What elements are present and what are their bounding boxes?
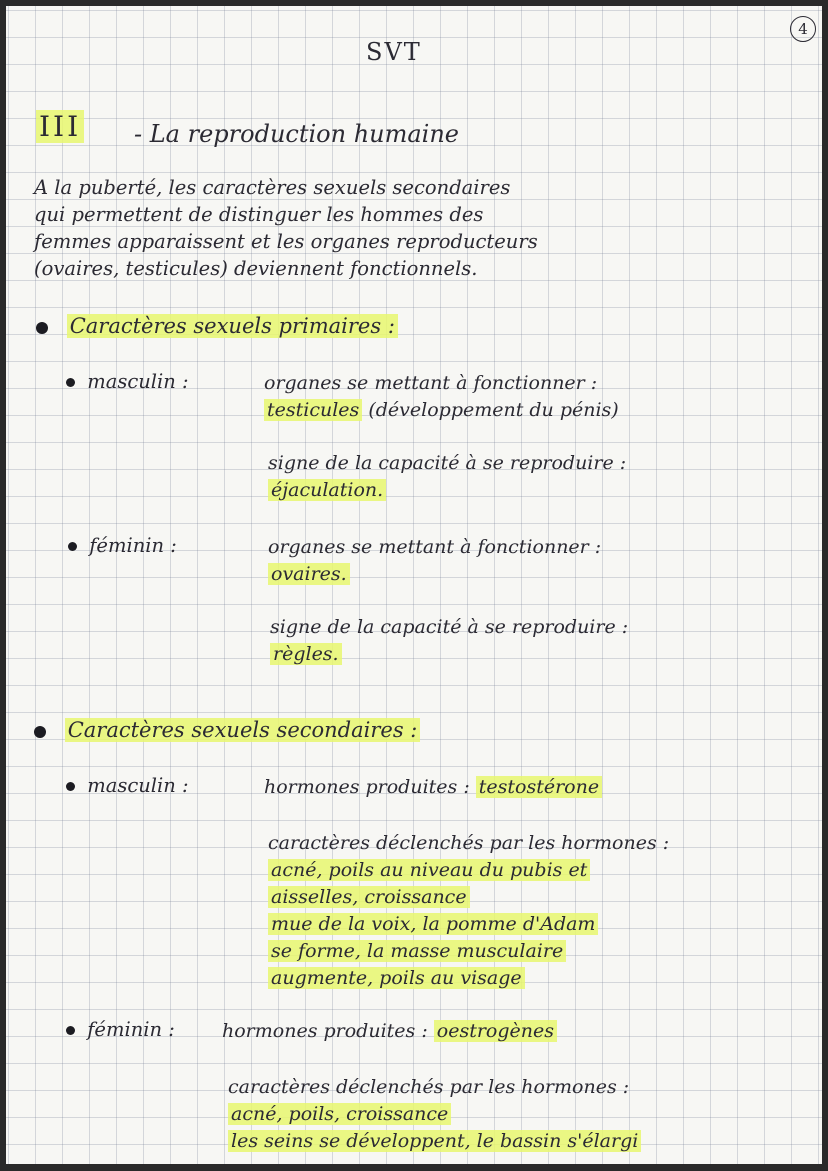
page-number: 4 (790, 16, 816, 42)
secondary-male-traits: caractères déclenchés par les hormones : acné, poils au niveau du pubis et aisselles, croissance mue de la voix, la pomme d'Adam se forme, la masse musculaire augmente, poils au visage (268, 832, 670, 989)
intro-line: femmes apparaissent et les organes reproducteurs (34, 230, 538, 253)
primary-female-organs: organes se mettant à fonctionner : ovaires. (268, 536, 602, 585)
trait-line: se forme, la masse musculaire (268, 940, 566, 962)
trait-line: aisselles, croissance (268, 886, 470, 908)
primary-male-label: masculin : (66, 370, 189, 393)
intro-paragraph (34, 174, 538, 282)
subject-title: SVT (366, 38, 422, 66)
secondary-male-label: masculin : (66, 774, 189, 797)
primary-female-organ-value: ovaires. (268, 563, 350, 585)
intro-line: qui permettent de distinguer les hommes des (34, 203, 484, 226)
trait-line: acné, poils au niveau du pubis et (268, 859, 590, 881)
section-number: III (36, 110, 84, 143)
primary-female-sign: signe de la capacité à se reproduire : règles. (270, 616, 629, 665)
primary-heading (36, 314, 398, 338)
trait-line: acné, poils, croissance (228, 1103, 451, 1125)
trait-line: mue de la voix, la pomme d'Adam (268, 913, 598, 935)
intro-line: A la puberté, les caractères sexuels secondaires (34, 176, 511, 199)
primary-male-organ-value: testicules (264, 399, 362, 421)
primary-female-label: féminin : (68, 534, 177, 557)
secondary-female-label: féminin : (66, 1018, 175, 1041)
secondary-female-hormones: hormones produites : oestrogènes (222, 1018, 557, 1045)
secondary-male-hormone-value: testostérone (476, 776, 602, 798)
primary-male-organs: organes se mettant à fonctionner : testicules (développement du pénis) (264, 372, 619, 421)
secondary-heading (34, 718, 420, 742)
secondary-heading-text: Caractères sexuels secondaires : (65, 718, 421, 742)
section-title: - La reproduction humaine (134, 120, 460, 148)
primary-male-sign: signe de la capacité à se reproduire : éjaculation. (268, 452, 627, 501)
secondary-female-hormone-value: oestrogènes (434, 1020, 557, 1042)
trait-line: augmente, poils au visage (268, 967, 525, 989)
secondary-female-traits: caractères déclenchés par les hormones : acné, poils, croissance les seins se développent, le bassin s'élargi (228, 1074, 641, 1155)
intro-line: (ovaires, testicules) deviennent fonctionnels. (34, 257, 478, 280)
primary-female-sign-value: règles. (270, 643, 342, 665)
primary-male-sign-value: éjaculation. (268, 479, 386, 501)
trait-line: les seins se développent, le bassin s'élargi (228, 1130, 641, 1152)
notebook-page (6, 6, 822, 1164)
primary-heading-text: Caractères sexuels primaires : (67, 314, 398, 338)
secondary-male-hormones: hormones produites : testostérone (264, 774, 602, 801)
